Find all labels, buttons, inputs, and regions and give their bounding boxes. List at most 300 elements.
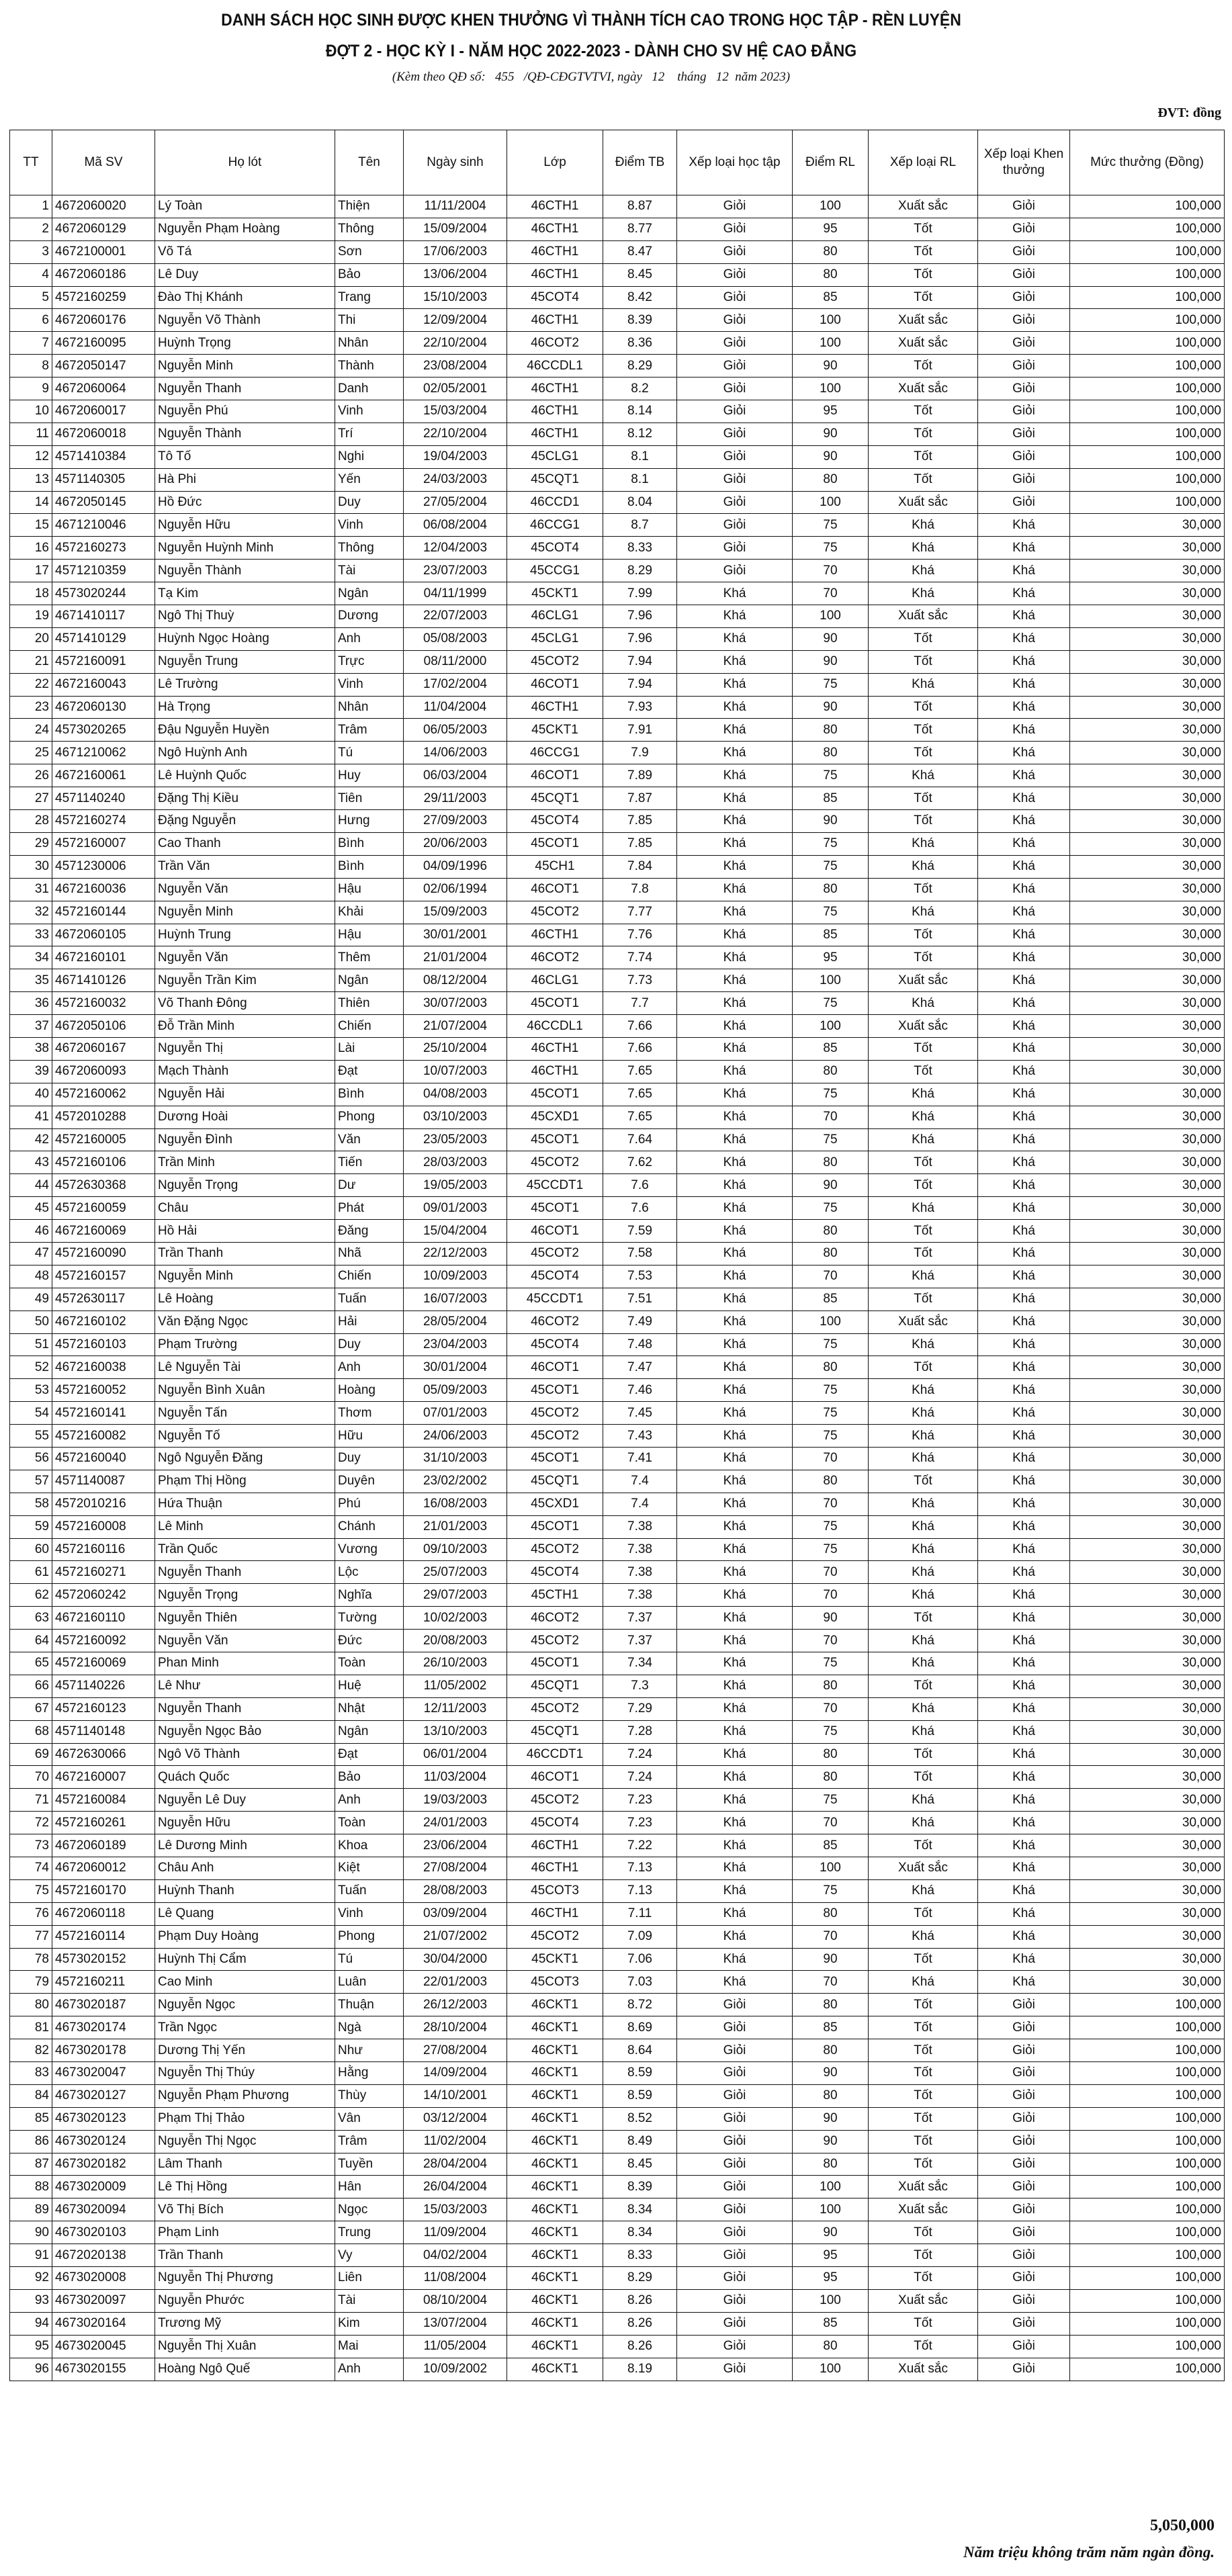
col-academic-rank: Khá xyxy=(677,1037,793,1060)
col-tt: 60 xyxy=(10,1538,52,1561)
col-gpa: 7.87 xyxy=(603,787,677,810)
col-tt: 92 xyxy=(10,2267,52,2290)
col-student-id: 4571410384 xyxy=(52,445,155,468)
col-tt: 33 xyxy=(10,924,52,946)
table-row xyxy=(10,924,1225,946)
col-gpa: 7.96 xyxy=(603,627,677,650)
col-conduct-rank: Khá xyxy=(869,1561,978,1584)
col-middle-name: Nguyễn Ngọc xyxy=(155,1994,335,2016)
col-award-rank: Giỏi xyxy=(978,2062,1070,2085)
col-middle-name: Lý Toàn xyxy=(155,195,335,218)
col-birthdate: 12/09/2004 xyxy=(404,309,507,332)
col-gpa: 8.77 xyxy=(603,218,677,240)
total-in-words: Năm triệu không trăm năm ngàn đồng. xyxy=(963,2544,1215,2561)
col-conduct-rank: Xuất sắc xyxy=(869,309,978,332)
col-gpa: 7.24 xyxy=(603,1766,677,1789)
table-row xyxy=(10,1857,1225,1880)
col-gpa: 8.64 xyxy=(603,2039,677,2062)
col-award-rank: Khá xyxy=(978,1356,1070,1379)
col-student-id: 4572160062 xyxy=(52,1083,155,1106)
col-gpa: 7.65 xyxy=(603,1060,677,1083)
col-middle-name: Hoàng Ngô Quế xyxy=(155,2358,335,2381)
col-award-rank: Khá xyxy=(978,1379,1070,1402)
col-tt: 65 xyxy=(10,1652,52,1675)
col-conduct-rank: Tốt xyxy=(869,719,978,742)
col-award-amount: 100,000 xyxy=(1070,2130,1225,2153)
col-award-rank: Khá xyxy=(978,1834,1070,1857)
col-birthdate: 30/04/2000 xyxy=(404,1948,507,1971)
col-tt: 41 xyxy=(10,1106,52,1128)
col-academic-rank: Khá xyxy=(677,1789,793,1812)
col-middle-name: Cao Thanh xyxy=(155,832,335,855)
table-row xyxy=(10,2199,1225,2221)
col-first-name: Duy xyxy=(335,491,404,514)
col-tt: 10 xyxy=(10,400,52,423)
header-col-first-name: Tên xyxy=(335,130,404,195)
col-conduct-rank: Khá xyxy=(869,992,978,1015)
col-class: 45COT1 xyxy=(507,832,603,855)
table-row xyxy=(10,1766,1225,1789)
table-row xyxy=(10,1515,1225,1538)
col-birthdate: 13/07/2004 xyxy=(404,2312,507,2335)
col-class: 46CKT1 xyxy=(507,1994,603,2016)
col-conduct-rank: Tốt xyxy=(869,1743,978,1766)
col-class: 45COT1 xyxy=(507,992,603,1015)
col-tt: 81 xyxy=(10,2016,52,2039)
col-gpa: 8.2 xyxy=(603,377,677,400)
col-middle-name: Phạm Thị Thảo xyxy=(155,2107,335,2130)
col-birthdate: 11/05/2002 xyxy=(404,1675,507,1697)
col-middle-name: Cao Minh xyxy=(155,1971,335,1994)
col-birthdate: 10/09/2002 xyxy=(404,2358,507,2381)
col-academic-rank: Khá xyxy=(677,1812,793,1834)
col-middle-name: Đặng Nguyễn xyxy=(155,810,335,833)
col-student-id: 4673020123 xyxy=(52,2107,155,2130)
col-tt: 38 xyxy=(10,1037,52,1060)
col-award-amount: 100,000 xyxy=(1070,2062,1225,2085)
col-student-id: 4571140305 xyxy=(52,468,155,491)
col-first-name: Dương xyxy=(335,605,404,628)
col-gpa: 7.4 xyxy=(603,1470,677,1493)
col-award-rank: Khá xyxy=(978,514,1070,537)
col-student-id: 4572010216 xyxy=(52,1493,155,1515)
col-student-id: 4672160095 xyxy=(52,332,155,355)
col-conduct-score: 90 xyxy=(793,1607,869,1630)
col-award-rank: Giỏi xyxy=(978,377,1070,400)
col-conduct-score: 90 xyxy=(793,696,869,719)
col-middle-name: Lê Huỳnh Quốc xyxy=(155,764,335,787)
col-first-name: Chiến xyxy=(335,1265,404,1288)
col-academic-rank: Khá xyxy=(677,650,793,673)
col-conduct-score: 75 xyxy=(793,1333,869,1356)
col-award-rank: Khá xyxy=(978,1538,1070,1561)
col-birthdate: 25/07/2003 xyxy=(404,1561,507,1584)
col-award-amount: 100,000 xyxy=(1070,2084,1225,2107)
col-academic-rank: Giỏi xyxy=(677,263,793,286)
col-class: 46CCDT1 xyxy=(507,1743,603,1766)
col-middle-name: Lê Minh xyxy=(155,1515,335,1538)
col-middle-name: Trần Thanh xyxy=(155,1242,335,1265)
col-gpa: 7.93 xyxy=(603,696,677,719)
col-student-id: 4572160211 xyxy=(52,1971,155,1994)
col-award-amount: 30,000 xyxy=(1070,1902,1225,1925)
col-tt: 53 xyxy=(10,1379,52,1402)
col-student-id: 4572160273 xyxy=(52,537,155,560)
col-class: 45COT1 xyxy=(507,1128,603,1151)
col-conduct-rank: Khá xyxy=(869,832,978,855)
col-tt: 68 xyxy=(10,1720,52,1743)
col-academic-rank: Giỏi xyxy=(677,2199,793,2221)
col-student-id: 4671210062 xyxy=(52,742,155,764)
col-tt: 70 xyxy=(10,1766,52,1789)
col-birthdate: 22/01/2003 xyxy=(404,1971,507,1994)
col-conduct-score: 85 xyxy=(793,2016,869,2039)
col-conduct-score: 70 xyxy=(793,1447,869,1470)
col-student-id: 4571140148 xyxy=(52,1720,155,1743)
col-gpa: 7.64 xyxy=(603,1128,677,1151)
col-first-name: Phú xyxy=(335,1493,404,1515)
col-gpa: 8.34 xyxy=(603,2199,677,2221)
col-tt: 82 xyxy=(10,2039,52,2062)
col-award-rank: Giỏi xyxy=(978,2176,1070,2199)
col-birthdate: 28/05/2004 xyxy=(404,1311,507,1333)
col-gpa: 7.11 xyxy=(603,1902,677,1925)
col-conduct-score: 80 xyxy=(793,2335,869,2358)
table-row xyxy=(10,1994,1225,2016)
col-class: 46COT1 xyxy=(507,878,603,901)
col-gpa: 7.77 xyxy=(603,901,677,924)
col-birthdate: 23/07/2003 xyxy=(404,560,507,582)
col-conduct-rank: Tốt xyxy=(869,1607,978,1630)
col-academic-rank: Khá xyxy=(677,1902,793,1925)
col-award-rank: Khá xyxy=(978,582,1070,605)
col-award-amount: 100,000 xyxy=(1070,332,1225,355)
col-academic-rank: Khá xyxy=(677,1288,793,1311)
table-row xyxy=(10,240,1225,263)
col-conduct-score: 70 xyxy=(793,1812,869,1834)
col-student-id: 4672060189 xyxy=(52,1834,155,1857)
col-conduct-score: 80 xyxy=(793,1994,869,2016)
col-tt: 46 xyxy=(10,1220,52,1243)
col-tt: 50 xyxy=(10,1311,52,1333)
col-gpa: 7.94 xyxy=(603,673,677,696)
col-award-rank: Khá xyxy=(978,969,1070,992)
col-gpa: 8.39 xyxy=(603,309,677,332)
col-middle-name: Võ Thị Bích xyxy=(155,2199,335,2221)
header-col-class: Lớp xyxy=(507,130,603,195)
col-class: 46CCDL1 xyxy=(507,355,603,377)
col-class: 46COT1 xyxy=(507,1766,603,1789)
col-conduct-score: 75 xyxy=(793,1402,869,1425)
table-row xyxy=(10,1265,1225,1288)
col-class: 45COT1 xyxy=(507,1515,603,1538)
col-academic-rank: Giỏi xyxy=(677,309,793,332)
col-gpa: 8.36 xyxy=(603,332,677,355)
col-first-name: Anh xyxy=(335,627,404,650)
col-first-name: Tuyền xyxy=(335,2153,404,2176)
col-gpa: 7.38 xyxy=(603,1561,677,1584)
col-conduct-rank: Tốt xyxy=(869,2153,978,2176)
table-body xyxy=(10,195,1225,2381)
col-academic-rank: Khá xyxy=(677,764,793,787)
col-class: 46CTH1 xyxy=(507,696,603,719)
col-conduct-rank: Khá xyxy=(869,1925,978,1948)
col-first-name: Phong xyxy=(335,1925,404,1948)
col-conduct-score: 80 xyxy=(793,1766,869,1789)
col-middle-name: Hà Trọng xyxy=(155,696,335,719)
col-academic-rank: Khá xyxy=(677,1515,793,1538)
table-row xyxy=(10,2016,1225,2039)
col-award-rank: Khá xyxy=(978,1971,1070,1994)
col-award-rank: Giỏi xyxy=(978,218,1070,240)
col-class: 46CKT1 xyxy=(507,2084,603,2107)
col-middle-name: Nguyễn Phước xyxy=(155,2289,335,2312)
col-award-rank: Giỏi xyxy=(978,355,1070,377)
col-award-amount: 30,000 xyxy=(1070,1174,1225,1197)
col-conduct-score: 80 xyxy=(793,1470,869,1493)
col-tt: 51 xyxy=(10,1333,52,1356)
col-academic-rank: Khá xyxy=(677,1128,793,1151)
table-row xyxy=(10,719,1225,742)
table-row xyxy=(10,1652,1225,1675)
col-middle-name: Nguyễn Văn xyxy=(155,878,335,901)
col-conduct-rank: Khá xyxy=(869,560,978,582)
col-conduct-score: 95 xyxy=(793,946,869,969)
col-student-id: 4573020244 xyxy=(52,582,155,605)
col-middle-name: Nguyễn Thanh xyxy=(155,377,335,400)
col-award-amount: 30,000 xyxy=(1070,901,1225,924)
col-birthdate: 19/04/2003 xyxy=(404,445,507,468)
col-award-amount: 30,000 xyxy=(1070,1220,1225,1243)
col-middle-name: Nguyễn Hữu xyxy=(155,514,335,537)
col-academic-rank: Khá xyxy=(677,1697,793,1720)
col-award-rank: Khá xyxy=(978,764,1070,787)
col-student-id: 4572160157 xyxy=(52,1265,155,1288)
col-award-amount: 30,000 xyxy=(1070,627,1225,650)
col-student-id: 4672050147 xyxy=(52,355,155,377)
col-award-rank: Giỏi xyxy=(978,2358,1070,2381)
col-class: 45COT2 xyxy=(507,1925,603,1948)
col-award-rank: Khá xyxy=(978,1242,1070,1265)
col-award-rank: Giỏi xyxy=(978,400,1070,423)
col-birthdate: 26/04/2004 xyxy=(404,2176,507,2199)
col-tt: 30 xyxy=(10,855,52,878)
col-student-id: 4572160144 xyxy=(52,901,155,924)
col-conduct-rank: Xuất sắc xyxy=(869,969,978,992)
col-conduct-rank: Tốt xyxy=(869,1037,978,1060)
col-conduct-rank: Tốt xyxy=(869,263,978,286)
col-first-name: Hữu xyxy=(335,1425,404,1448)
col-award-rank: Khá xyxy=(978,924,1070,946)
table-row xyxy=(10,1288,1225,1311)
col-award-amount: 30,000 xyxy=(1070,1584,1225,1607)
col-conduct-rank: Khá xyxy=(869,1515,978,1538)
col-academic-rank: Khá xyxy=(677,673,793,696)
col-class: 46CKT1 xyxy=(507,2062,603,2085)
col-middle-name: Võ Tá xyxy=(155,240,335,263)
col-award-amount: 30,000 xyxy=(1070,719,1225,742)
col-middle-name: Lê Thị Hồng xyxy=(155,2176,335,2199)
table-row xyxy=(10,195,1225,218)
col-conduct-rank: Tốt xyxy=(869,2062,978,2085)
col-birthdate: 23/04/2003 xyxy=(404,1333,507,1356)
col-tt: 85 xyxy=(10,2107,52,2130)
col-conduct-score: 90 xyxy=(793,627,869,650)
col-award-rank: Khá xyxy=(978,605,1070,628)
col-class: 46COT1 xyxy=(507,673,603,696)
col-conduct-rank: Khá xyxy=(869,514,978,537)
col-tt: 57 xyxy=(10,1470,52,1493)
col-academic-rank: Giỏi xyxy=(677,2358,793,2381)
col-conduct-score: 75 xyxy=(793,1879,869,1902)
col-academic-rank: Khá xyxy=(677,1083,793,1106)
col-class: 46CTH1 xyxy=(507,1902,603,1925)
col-first-name: Thành xyxy=(335,355,404,377)
table-row xyxy=(10,1925,1225,1948)
col-student-id: 4572630368 xyxy=(52,1174,155,1197)
col-first-name: Huệ xyxy=(335,1675,404,1697)
col-gpa: 8.33 xyxy=(603,537,677,560)
col-first-name: Khải xyxy=(335,901,404,924)
col-conduct-rank: Tốt xyxy=(869,218,978,240)
col-first-name: Trực xyxy=(335,650,404,673)
col-middle-name: Nguyễn Thị Ngọc xyxy=(155,2130,335,2153)
col-conduct-score: 85 xyxy=(793,2312,869,2335)
col-birthdate: 23/06/2004 xyxy=(404,1834,507,1857)
col-academic-rank: Khá xyxy=(677,1879,793,1902)
col-first-name: Phát xyxy=(335,1197,404,1220)
col-tt: 42 xyxy=(10,1128,52,1151)
col-first-name: Thêm xyxy=(335,946,404,969)
col-gpa: 7.3 xyxy=(603,1675,677,1697)
col-award-amount: 30,000 xyxy=(1070,1607,1225,1630)
col-conduct-score: 75 xyxy=(793,1652,869,1675)
table-row xyxy=(10,1630,1225,1652)
table-row xyxy=(10,1151,1225,1174)
col-award-amount: 30,000 xyxy=(1070,1037,1225,1060)
col-conduct-rank: Tốt xyxy=(869,787,978,810)
col-birthdate: 22/10/2004 xyxy=(404,332,507,355)
col-tt: 31 xyxy=(10,878,52,901)
col-birthdate: 15/09/2004 xyxy=(404,218,507,240)
col-middle-name: Huỳnh Ngọc Hoàng xyxy=(155,627,335,650)
col-award-amount: 30,000 xyxy=(1070,1925,1225,1948)
col-first-name: Trang xyxy=(335,286,404,309)
col-conduct-score: 70 xyxy=(793,1584,869,1607)
col-conduct-score: 100 xyxy=(793,2199,869,2221)
col-award-rank: Khá xyxy=(978,650,1070,673)
col-conduct-rank: Khá xyxy=(869,673,978,696)
col-middle-name: Nguyễn Trọng xyxy=(155,1174,335,1197)
col-student-id: 4672160069 xyxy=(52,1220,155,1243)
table-row xyxy=(10,1971,1225,1994)
table-header-row xyxy=(10,130,1225,195)
col-student-id: 4673020047 xyxy=(52,2062,155,2085)
col-gpa: 8.26 xyxy=(603,2289,677,2312)
col-award-amount: 30,000 xyxy=(1070,1106,1225,1128)
col-award-rank: Khá xyxy=(978,855,1070,878)
col-conduct-rank: Khá xyxy=(869,1630,978,1652)
table-row xyxy=(10,2267,1225,2290)
col-birthdate: 10/09/2003 xyxy=(404,1265,507,1288)
col-gpa: 7.66 xyxy=(603,1015,677,1038)
col-academic-rank: Giỏi xyxy=(677,2335,793,2358)
col-class: 46CLG1 xyxy=(507,969,603,992)
table-row xyxy=(10,309,1225,332)
col-award-amount: 30,000 xyxy=(1070,1060,1225,1083)
col-gpa: 7.8 xyxy=(603,878,677,901)
table-row xyxy=(10,2039,1225,2062)
col-birthdate: 22/10/2004 xyxy=(404,423,507,445)
col-first-name: Trâm xyxy=(335,719,404,742)
col-academic-rank: Khá xyxy=(677,1447,793,1470)
col-student-id: 4672630066 xyxy=(52,1743,155,1766)
col-academic-rank: Khá xyxy=(677,605,793,628)
col-gpa: 7.6 xyxy=(603,1197,677,1220)
col-award-amount: 30,000 xyxy=(1070,992,1225,1015)
col-birthdate: 08/11/2000 xyxy=(404,650,507,673)
col-birthdate: 28/04/2004 xyxy=(404,2153,507,2176)
col-award-amount: 30,000 xyxy=(1070,878,1225,901)
col-middle-name: Lê Như xyxy=(155,1675,335,1697)
table-row xyxy=(10,1493,1225,1515)
col-award-rank: Khá xyxy=(978,1812,1070,1834)
col-tt: 64 xyxy=(10,1630,52,1652)
col-award-amount: 100,000 xyxy=(1070,2244,1225,2267)
col-student-id: 4672060012 xyxy=(52,1857,155,1880)
col-conduct-score: 75 xyxy=(793,1425,869,1448)
col-birthdate: 04/08/2003 xyxy=(404,1083,507,1106)
table-row xyxy=(10,423,1225,445)
col-middle-name: Huỳnh Thanh xyxy=(155,1879,335,1902)
table-row xyxy=(10,1060,1225,1083)
col-award-amount: 30,000 xyxy=(1070,673,1225,696)
col-gpa: 7.49 xyxy=(603,1311,677,1333)
col-tt: 86 xyxy=(10,2130,52,2153)
table-row xyxy=(10,673,1225,696)
col-birthdate: 15/03/2004 xyxy=(404,400,507,423)
col-conduct-rank: Khá xyxy=(869,582,978,605)
col-award-amount: 30,000 xyxy=(1070,1493,1225,1515)
col-award-amount: 30,000 xyxy=(1070,1675,1225,1697)
col-tt: 88 xyxy=(10,2176,52,2199)
col-class: 45CCDT1 xyxy=(507,1288,603,1311)
table-row xyxy=(10,1538,1225,1561)
award-table xyxy=(9,130,1225,2381)
col-class: 46COT2 xyxy=(507,1311,603,1333)
col-award-amount: 100,000 xyxy=(1070,2016,1225,2039)
col-first-name: Tuấn xyxy=(335,1879,404,1902)
col-award-rank: Khá xyxy=(978,1902,1070,1925)
col-conduct-score: 70 xyxy=(793,1561,869,1584)
col-academic-rank: Khá xyxy=(677,1379,793,1402)
col-student-id: 4672060105 xyxy=(52,924,155,946)
col-academic-rank: Giỏi xyxy=(677,2289,793,2312)
col-class: 45CKT1 xyxy=(507,719,603,742)
col-first-name: Đăng xyxy=(335,1220,404,1243)
col-academic-rank: Khá xyxy=(677,627,793,650)
table-row xyxy=(10,2130,1225,2153)
col-class: 46CKT1 xyxy=(507,2335,603,2358)
col-conduct-score: 80 xyxy=(793,1902,869,1925)
col-tt: 27 xyxy=(10,787,52,810)
table-row xyxy=(10,1697,1225,1720)
col-conduct-score: 70 xyxy=(793,1265,869,1288)
col-tt: 21 xyxy=(10,650,52,673)
col-middle-name: Phạm Duy Hoàng xyxy=(155,1925,335,1948)
col-award-amount: 30,000 xyxy=(1070,764,1225,787)
col-birthdate: 12/11/2003 xyxy=(404,1697,507,1720)
